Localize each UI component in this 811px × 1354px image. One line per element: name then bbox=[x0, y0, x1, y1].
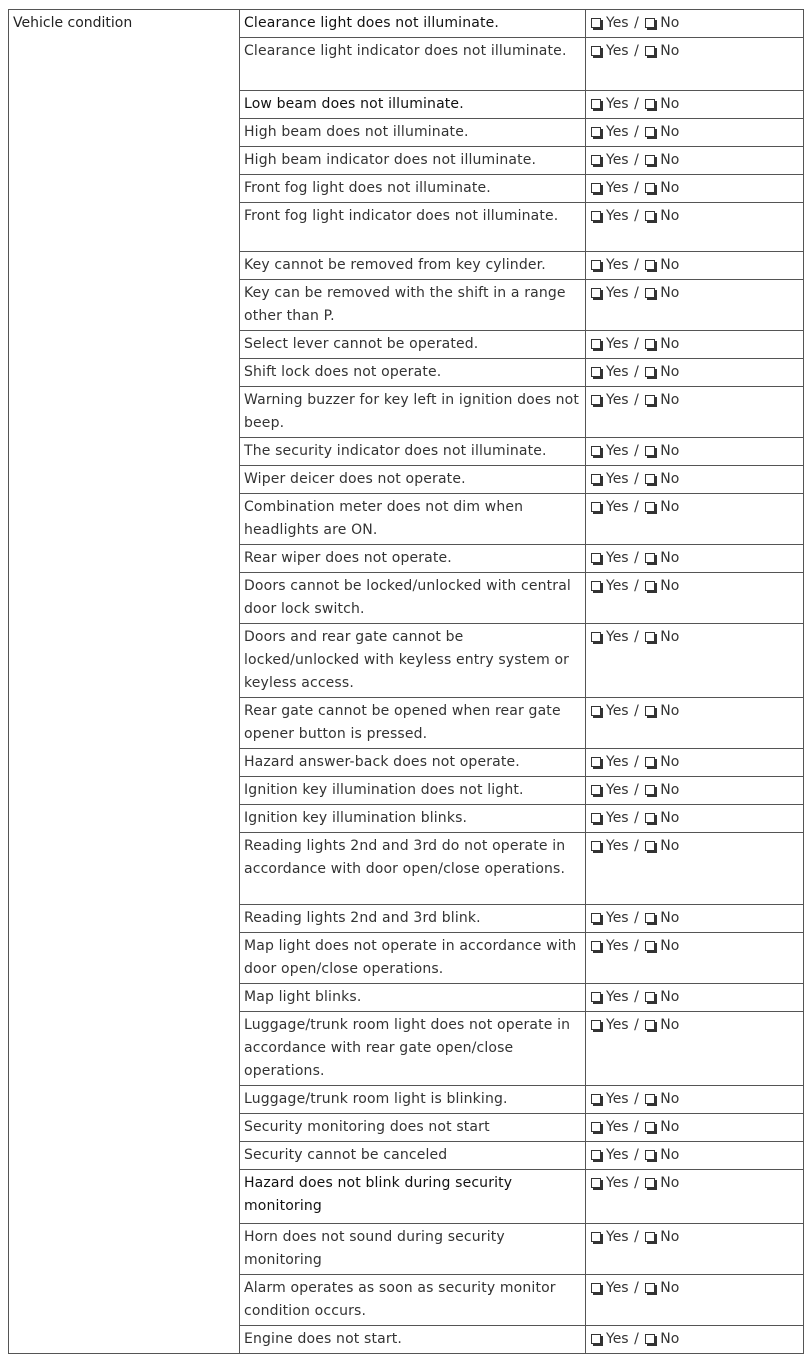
no-checkbox-icon[interactable] bbox=[645, 1122, 655, 1132]
option-separator: / bbox=[634, 364, 639, 380]
table-row bbox=[9, 10, 804, 38]
yes-no-options bbox=[586, 698, 804, 749]
yes-checkbox-icon[interactable] bbox=[591, 706, 601, 716]
no-checkbox-icon[interactable] bbox=[645, 757, 655, 767]
yes-no-options bbox=[586, 984, 804, 1012]
condition-text: Hazard answer-back does not operate. bbox=[240, 749, 586, 777]
no-label: No bbox=[660, 810, 680, 826]
option-separator: / bbox=[634, 578, 639, 594]
yes-checkbox-icon[interactable] bbox=[591, 581, 601, 591]
yes-checkbox-icon[interactable] bbox=[591, 992, 601, 1002]
yes-label: Yes bbox=[606, 1091, 629, 1107]
no-checkbox-icon[interactable] bbox=[645, 941, 655, 951]
no-label: No bbox=[660, 180, 680, 196]
option-separator: / bbox=[634, 499, 639, 515]
yes-checkbox-icon[interactable] bbox=[591, 446, 601, 456]
yes-checkbox-icon[interactable] bbox=[591, 183, 601, 193]
yes-checkbox-icon[interactable] bbox=[591, 211, 601, 221]
yes-no-options bbox=[586, 119, 804, 147]
no-checkbox-icon[interactable] bbox=[645, 339, 655, 349]
no-checkbox-icon[interactable] bbox=[645, 1020, 655, 1030]
condition-text: Rear wiper does not operate. bbox=[240, 545, 586, 573]
option-separator: / bbox=[634, 392, 639, 408]
yes-checkbox-icon[interactable] bbox=[591, 46, 601, 56]
yes-checkbox-icon[interactable] bbox=[591, 813, 601, 823]
yes-label: Yes bbox=[606, 392, 629, 408]
option-separator: / bbox=[634, 285, 639, 301]
option-separator: / bbox=[634, 838, 639, 854]
yes-label: Yes bbox=[606, 1229, 629, 1245]
yes-label: Yes bbox=[606, 443, 629, 459]
option-separator: / bbox=[634, 938, 639, 954]
yes-checkbox-icon[interactable] bbox=[591, 99, 601, 109]
no-checkbox-icon[interactable] bbox=[645, 474, 655, 484]
yes-no-options bbox=[586, 624, 804, 698]
no-checkbox-icon[interactable] bbox=[645, 1094, 655, 1104]
yes-no-options bbox=[586, 933, 804, 984]
no-label: No bbox=[660, 1229, 680, 1245]
yes-label: Yes bbox=[606, 152, 629, 168]
no-checkbox-icon[interactable] bbox=[645, 1232, 655, 1242]
yes-no-options bbox=[586, 1326, 804, 1354]
yes-label: Yes bbox=[606, 15, 629, 31]
condition-text: Select lever cannot be operated. bbox=[240, 331, 586, 359]
yes-no-options bbox=[586, 1142, 804, 1170]
yes-no-options bbox=[586, 466, 804, 494]
condition-text: Low beam does not illuminate. bbox=[240, 91, 586, 119]
no-label: No bbox=[660, 1091, 680, 1107]
yes-no-options bbox=[586, 147, 804, 175]
yes-label: Yes bbox=[606, 43, 629, 59]
no-checkbox-icon[interactable] bbox=[645, 367, 655, 377]
no-checkbox-icon[interactable] bbox=[645, 841, 655, 851]
yes-label: Yes bbox=[606, 629, 629, 645]
yes-no-options bbox=[586, 359, 804, 387]
yes-label: Yes bbox=[606, 1147, 629, 1163]
yes-no-options bbox=[586, 175, 804, 203]
vehicle-condition-heading: Vehicle condition bbox=[9, 10, 240, 1354]
condition-text: Doors and rear gate cannot be locked/unlocked with keyless entry system or keyless access. bbox=[240, 624, 586, 698]
no-label: No bbox=[660, 471, 680, 487]
condition-text: Reading lights 2nd and 3rd blink. bbox=[240, 905, 586, 933]
no-label: No bbox=[660, 43, 680, 59]
no-checkbox-icon[interactable] bbox=[645, 46, 655, 56]
yes-no-options bbox=[586, 91, 804, 119]
yes-no-options bbox=[586, 1224, 804, 1275]
yes-label: Yes bbox=[606, 1175, 629, 1191]
no-label: No bbox=[660, 364, 680, 380]
yes-checkbox-icon[interactable] bbox=[591, 155, 601, 165]
no-label: No bbox=[660, 550, 680, 566]
yes-label: Yes bbox=[606, 336, 629, 352]
no-label: No bbox=[660, 124, 680, 140]
option-separator: / bbox=[634, 1147, 639, 1163]
yes-no-options bbox=[586, 777, 804, 805]
condition-text: Security monitoring does not start bbox=[240, 1114, 586, 1142]
yes-checkbox-icon[interactable] bbox=[591, 1020, 601, 1030]
yes-no-options bbox=[586, 545, 804, 573]
no-label: No bbox=[660, 1147, 680, 1163]
no-label: No bbox=[660, 336, 680, 352]
condition-text: Clearance light does not illuminate. bbox=[240, 10, 586, 38]
no-checkbox-icon[interactable] bbox=[645, 785, 655, 795]
no-checkbox-icon[interactable] bbox=[645, 127, 655, 137]
yes-no-options bbox=[586, 280, 804, 331]
yes-no-options bbox=[586, 203, 804, 252]
option-separator: / bbox=[634, 754, 639, 770]
condition-text: Front fog light indicator does not illuminate. bbox=[240, 203, 586, 252]
no-checkbox-icon[interactable] bbox=[645, 1178, 655, 1188]
condition-text: Map light blinks. bbox=[240, 984, 586, 1012]
no-label: No bbox=[660, 1119, 680, 1135]
condition-text: Clearance light indicator does not illuminate. bbox=[240, 38, 586, 91]
no-checkbox-icon[interactable] bbox=[645, 913, 655, 923]
yes-checkbox-icon[interactable] bbox=[591, 288, 601, 298]
yes-checkbox-icon[interactable] bbox=[591, 841, 601, 851]
yes-checkbox-icon[interactable] bbox=[591, 339, 601, 349]
no-label: No bbox=[660, 1331, 680, 1347]
no-label: No bbox=[660, 443, 680, 459]
no-checkbox-icon[interactable] bbox=[645, 1334, 655, 1344]
yes-no-options bbox=[586, 573, 804, 624]
yes-checkbox-icon[interactable] bbox=[591, 553, 601, 563]
condition-text: Shift lock does not operate. bbox=[240, 359, 586, 387]
yes-checkbox-icon[interactable] bbox=[591, 474, 601, 484]
no-checkbox-icon[interactable] bbox=[645, 1150, 655, 1160]
no-checkbox-icon[interactable] bbox=[645, 813, 655, 823]
yes-no-options bbox=[586, 1114, 804, 1142]
condition-text: Hazard does not blink during security monitoring bbox=[240, 1170, 586, 1224]
yes-label: Yes bbox=[606, 1331, 629, 1347]
condition-text: Alarm operates as soon as security monitor condition occurs. bbox=[240, 1275, 586, 1326]
condition-text: Engine does not start. bbox=[240, 1326, 586, 1354]
no-checkbox-icon[interactable] bbox=[645, 992, 655, 1002]
condition-text: Key cannot be removed from key cylinder. bbox=[240, 252, 586, 280]
option-separator: / bbox=[634, 1280, 639, 1296]
no-checkbox-icon[interactable] bbox=[645, 18, 655, 28]
yes-checkbox-icon[interactable] bbox=[591, 1150, 601, 1160]
condition-text: Doors cannot be locked/unlocked with central door lock switch. bbox=[240, 573, 586, 624]
option-separator: / bbox=[634, 989, 639, 1005]
no-label: No bbox=[660, 938, 680, 954]
yes-no-options bbox=[586, 438, 804, 466]
no-checkbox-icon[interactable] bbox=[645, 395, 655, 405]
yes-checkbox-icon[interactable] bbox=[591, 367, 601, 377]
condition-text: Horn does not sound during security monitoring bbox=[240, 1224, 586, 1275]
no-label: No bbox=[660, 1280, 680, 1296]
option-separator: / bbox=[634, 443, 639, 459]
yes-label: Yes bbox=[606, 124, 629, 140]
yes-no-options bbox=[586, 1012, 804, 1086]
option-separator: / bbox=[634, 208, 639, 224]
no-checkbox-icon[interactable] bbox=[645, 155, 655, 165]
no-label: No bbox=[660, 754, 680, 770]
no-checkbox-icon[interactable] bbox=[645, 1283, 655, 1293]
no-label: No bbox=[660, 1175, 680, 1191]
yes-no-options bbox=[586, 1275, 804, 1326]
no-checkbox-icon[interactable] bbox=[645, 632, 655, 642]
condition-text: Map light does not operate in accordance with door open/close operations. bbox=[240, 933, 586, 984]
yes-label: Yes bbox=[606, 578, 629, 594]
yes-label: Yes bbox=[606, 96, 629, 112]
option-separator: / bbox=[634, 1017, 639, 1033]
no-checkbox-icon[interactable] bbox=[645, 288, 655, 298]
no-checkbox-icon[interactable] bbox=[645, 446, 655, 456]
option-separator: / bbox=[634, 910, 639, 926]
yes-checkbox-icon[interactable] bbox=[591, 632, 601, 642]
option-separator: / bbox=[634, 782, 639, 798]
option-separator: / bbox=[634, 43, 639, 59]
yes-checkbox-icon[interactable] bbox=[591, 1122, 601, 1132]
yes-no-options bbox=[586, 10, 804, 38]
no-checkbox-icon[interactable] bbox=[645, 183, 655, 193]
yes-no-options bbox=[586, 252, 804, 280]
no-label: No bbox=[660, 285, 680, 301]
vehicle-condition-table bbox=[8, 9, 804, 1354]
no-label: No bbox=[660, 15, 680, 31]
condition-text: The security indicator does not illuminate. bbox=[240, 438, 586, 466]
condition-text: Warning buzzer for key left in ignition does not beep. bbox=[240, 387, 586, 438]
yes-label: Yes bbox=[606, 782, 629, 798]
condition-text: Wiper deicer does not operate. bbox=[240, 466, 586, 494]
option-separator: / bbox=[634, 1331, 639, 1347]
yes-label: Yes bbox=[606, 550, 629, 566]
yes-label: Yes bbox=[606, 1119, 629, 1135]
yes-no-options bbox=[586, 1170, 804, 1224]
yes-checkbox-icon[interactable] bbox=[591, 941, 601, 951]
yes-checkbox-icon[interactable] bbox=[591, 1334, 601, 1344]
condition-text: Security cannot be canceled bbox=[240, 1142, 586, 1170]
no-label: No bbox=[660, 257, 680, 273]
yes-label: Yes bbox=[606, 938, 629, 954]
yes-no-options bbox=[586, 38, 804, 91]
yes-no-options bbox=[586, 494, 804, 545]
condition-text: Combination meter does not dim when headlights are ON. bbox=[240, 494, 586, 545]
no-label: No bbox=[660, 499, 680, 515]
yes-checkbox-icon[interactable] bbox=[591, 1232, 601, 1242]
no-label: No bbox=[660, 578, 680, 594]
no-label: No bbox=[660, 1017, 680, 1033]
option-separator: / bbox=[634, 180, 639, 196]
no-label: No bbox=[660, 392, 680, 408]
yes-no-options bbox=[586, 331, 804, 359]
yes-checkbox-icon[interactable] bbox=[591, 1283, 601, 1293]
yes-no-options bbox=[586, 1086, 804, 1114]
yes-no-options bbox=[586, 749, 804, 777]
no-label: No bbox=[660, 838, 680, 854]
condition-text: Reading lights 2nd and 3rd do not operate in accordance with door open/close operations. bbox=[240, 833, 586, 905]
condition-text: Luggage/trunk room light does not operate in accordance with rear gate open/close operations. bbox=[240, 1012, 586, 1086]
no-checkbox-icon[interactable] bbox=[645, 581, 655, 591]
yes-label: Yes bbox=[606, 364, 629, 380]
yes-checkbox-icon[interactable] bbox=[591, 1178, 601, 1188]
yes-checkbox-icon[interactable] bbox=[591, 395, 601, 405]
option-separator: / bbox=[634, 471, 639, 487]
yes-label: Yes bbox=[606, 838, 629, 854]
yes-checkbox-icon[interactable] bbox=[591, 913, 601, 923]
yes-label: Yes bbox=[606, 1280, 629, 1296]
no-checkbox-icon[interactable] bbox=[645, 211, 655, 221]
option-separator: / bbox=[634, 152, 639, 168]
no-label: No bbox=[660, 96, 680, 112]
no-checkbox-icon[interactable] bbox=[645, 260, 655, 270]
yes-checkbox-icon[interactable] bbox=[591, 502, 601, 512]
yes-checkbox-icon[interactable] bbox=[591, 260, 601, 270]
yes-label: Yes bbox=[606, 989, 629, 1005]
yes-checkbox-icon[interactable] bbox=[591, 1094, 601, 1104]
yes-label: Yes bbox=[606, 1017, 629, 1033]
option-separator: / bbox=[634, 629, 639, 645]
option-separator: / bbox=[634, 1229, 639, 1245]
yes-label: Yes bbox=[606, 499, 629, 515]
yes-no-options bbox=[586, 905, 804, 933]
yes-no-options bbox=[586, 833, 804, 905]
no-label: No bbox=[660, 989, 680, 1005]
condition-text: Rear gate cannot be opened when rear gate opener button is pressed. bbox=[240, 698, 586, 749]
condition-text: Ignition key illumination does not light. bbox=[240, 777, 586, 805]
option-separator: / bbox=[634, 96, 639, 112]
yes-checkbox-icon[interactable] bbox=[591, 785, 601, 795]
yes-checkbox-icon[interactable] bbox=[591, 757, 601, 767]
no-checkbox-icon[interactable] bbox=[645, 502, 655, 512]
option-separator: / bbox=[634, 1175, 639, 1191]
yes-checkbox-icon[interactable] bbox=[591, 18, 601, 28]
option-separator: / bbox=[634, 1119, 639, 1135]
no-label: No bbox=[660, 629, 680, 645]
yes-label: Yes bbox=[606, 754, 629, 770]
yes-label: Yes bbox=[606, 257, 629, 273]
yes-label: Yes bbox=[606, 285, 629, 301]
option-separator: / bbox=[634, 336, 639, 352]
no-label: No bbox=[660, 703, 680, 719]
condition-text: Luggage/trunk room light is blinking. bbox=[240, 1086, 586, 1114]
yes-checkbox-icon[interactable] bbox=[591, 127, 601, 137]
no-label: No bbox=[660, 152, 680, 168]
condition-text: High beam does not illuminate. bbox=[240, 119, 586, 147]
yes-label: Yes bbox=[606, 910, 629, 926]
no-label: No bbox=[660, 782, 680, 798]
no-checkbox-icon[interactable] bbox=[645, 706, 655, 716]
yes-label: Yes bbox=[606, 180, 629, 196]
option-separator: / bbox=[634, 550, 639, 566]
no-label: No bbox=[660, 910, 680, 926]
no-label: No bbox=[660, 208, 680, 224]
condition-text: Key can be removed with the shift in a range other than P. bbox=[240, 280, 586, 331]
yes-no-options bbox=[586, 805, 804, 833]
option-separator: / bbox=[634, 15, 639, 31]
table-body bbox=[9, 10, 804, 1354]
option-separator: / bbox=[634, 1091, 639, 1107]
option-separator: / bbox=[634, 257, 639, 273]
option-separator: / bbox=[634, 124, 639, 140]
yes-label: Yes bbox=[606, 208, 629, 224]
no-checkbox-icon[interactable] bbox=[645, 99, 655, 109]
yes-label: Yes bbox=[606, 703, 629, 719]
option-separator: / bbox=[634, 810, 639, 826]
yes-label: Yes bbox=[606, 810, 629, 826]
condition-text: Front fog light does not illuminate. bbox=[240, 175, 586, 203]
condition-text: Ignition key illumination blinks. bbox=[240, 805, 586, 833]
condition-text: High beam indicator does not illuminate. bbox=[240, 147, 586, 175]
yes-label: Yes bbox=[606, 471, 629, 487]
option-separator: / bbox=[634, 703, 639, 719]
no-checkbox-icon[interactable] bbox=[645, 553, 655, 563]
yes-no-options bbox=[586, 387, 804, 438]
